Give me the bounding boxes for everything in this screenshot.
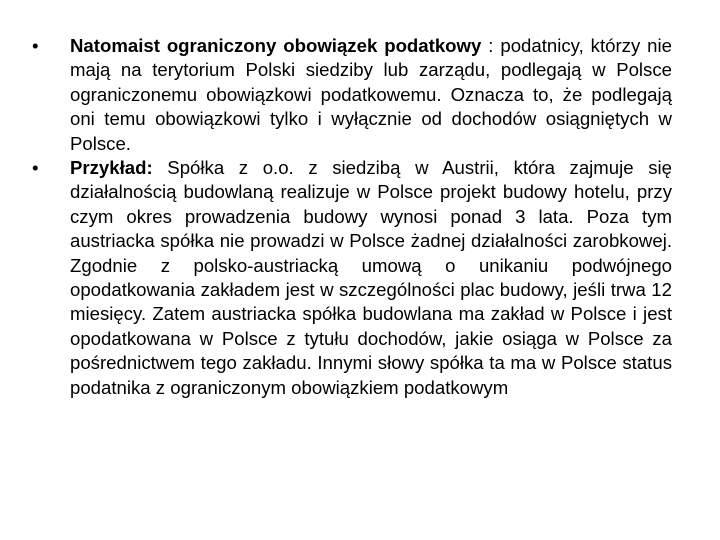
- bullet-item-example: [28, 156, 672, 400]
- bullet-marker: •: [32, 35, 39, 56]
- bullet-lead-term: Przykład:: [70, 157, 153, 179]
- bullet-body-text: : podatnicy, którzy nie mają na terytorium Polski siedziby lub zarządu, podlegają w Polsce ograniczonemu obowiązkowi podatkowemu. Oznacza to, że podlegają oni temu obowiązkowi tylko i wyłącznie od dochodów osiągniętych w Polsce.: [70, 35, 672, 154]
- bullet-lead-term: Natomaist ograniczony obowiązek podatkowy: [70, 35, 482, 56]
- bullet-marker: •: [32, 157, 39, 179]
- bullet-item-limited-tax-obligation: [28, 34, 672, 156]
- bullet-list: [28, 34, 672, 400]
- bullet-body-text: Spółka z o.o. z siedzibą w Austrii, która zajmuje się działalnością budowlaną realizuje w Polsce projekt budowy hotelu, przy czym okres prowadzenia budowy wynosi ponad 3 lata. Poza tym austriacka spółka nie prowadzi w Polsce żadnej działalności zarobkowej. Zgodnie z polsko-austriacką umową o unikaniu podwójnego opodatkowania zakładem jest w szczególności plac budowy, jeśli trwa 12 miesięcy. Zatem austriacka spółka budowlana ma zakład w Polsce i jest opodatkowana w Polsce z tytułu dochodów, jakie osiąga w Polsce za pośrednictwem tego zakładu. Innymi słowy spółka ta ma w Polsce status podatnika z ograniczonym obowiązkiem podatkowym: [70, 157, 672, 398]
